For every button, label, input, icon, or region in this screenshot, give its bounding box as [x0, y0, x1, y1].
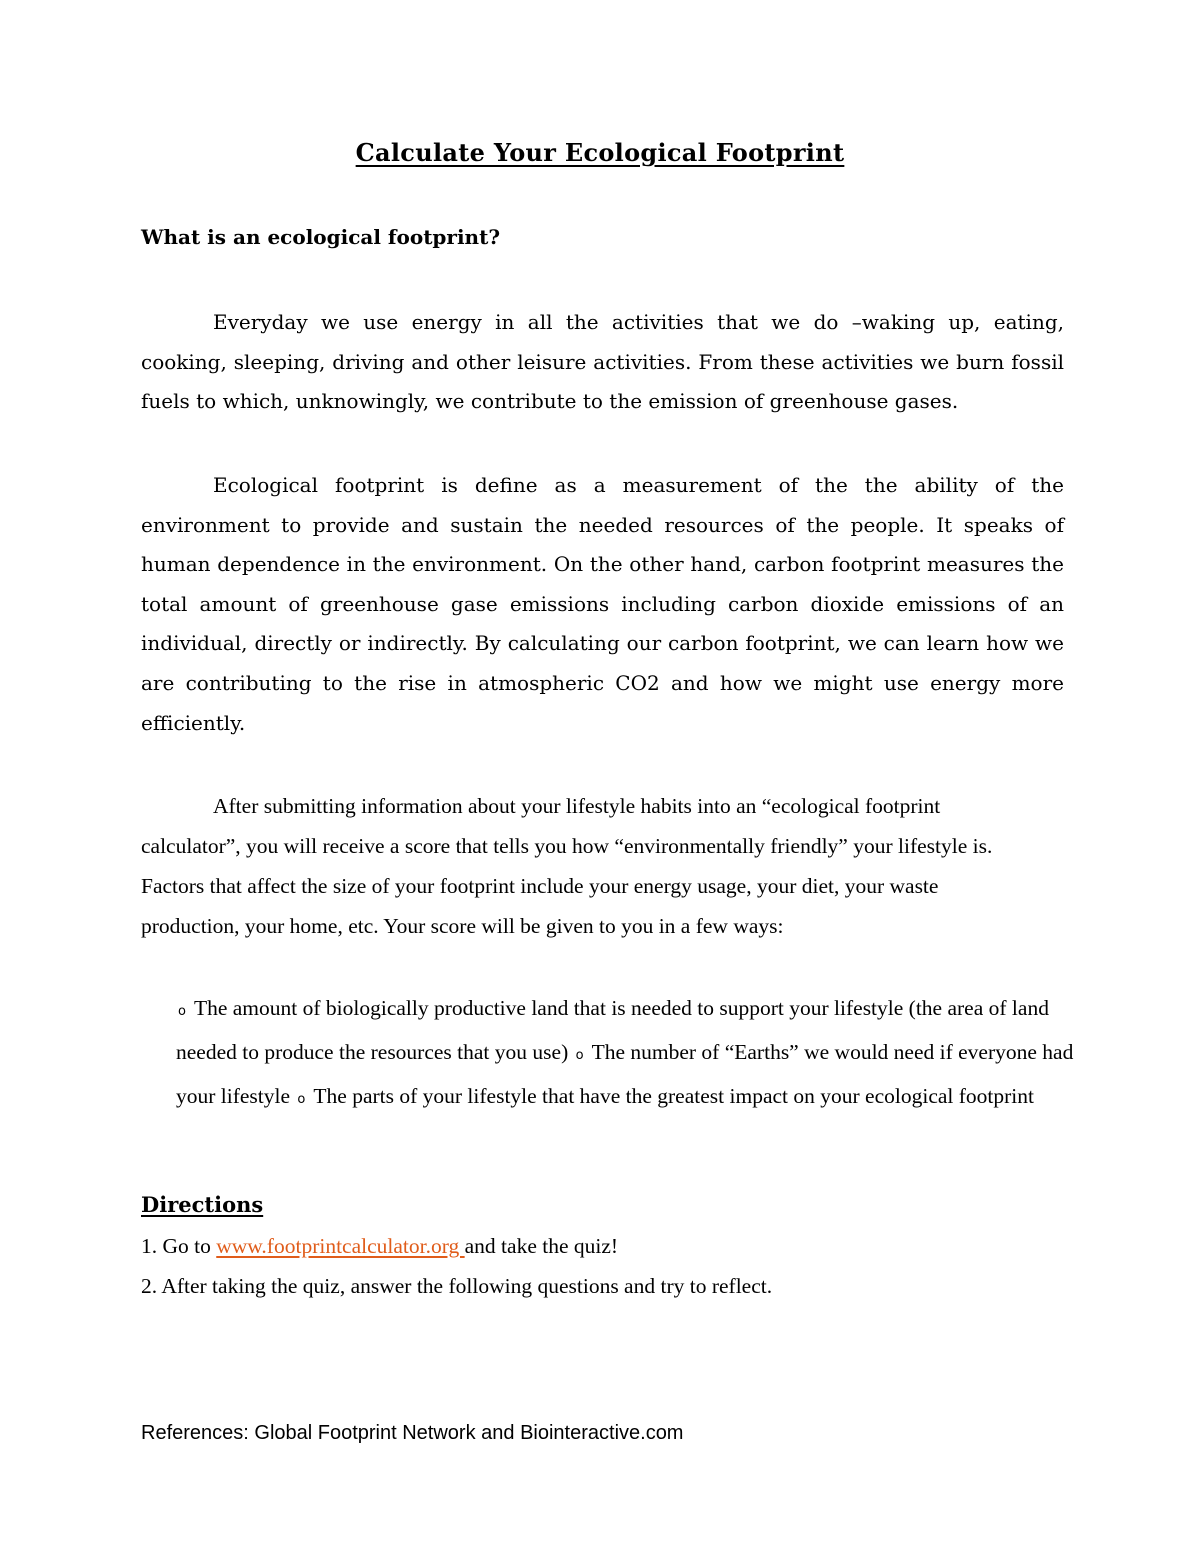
paragraph-definition: Ecological footprint is define as a measurement of the the ability of the environment to provide and sustain the needed resources of the people. It speaks of human dependence in the environment. On the other hand, carbon footprint measures the total amount of greenhouse gase emissions including carbon dioxide emissions of an individual, directly or indirectly. By calculating our carbon footprint, we can learn how we are contributing to the rise in atmospheric CO2 and how we might use energy more efficiently.: [141, 473, 1064, 735]
direction-step-2: 2. After taking the quiz, answer the following questions and try to reflect.: [141, 1274, 773, 1298]
step-1-prefix: 1. Go to: [141, 1234, 217, 1258]
bullet-icon: o: [297, 1092, 306, 1107]
list-item: The parts of your lifestyle that have the greatest impact on your ecological footprint: [313, 1084, 1034, 1108]
directions-heading: Directions: [141, 1192, 264, 1217]
direction-step-1: [141, 1234, 618, 1259]
paragraph-energy-use: Everyday we use energy in all the activities that we do –waking up, eating, cooking, sleeping, driving and other leisure activities. From these activities we burn fossil fuels to which, unknowingly, we contribute to the emission of greenhouse gases.: [141, 310, 1064, 414]
bullet-icon: o: [575, 1048, 584, 1063]
score-ways-list: [176, 988, 1076, 1120]
references-footer: References: Global Footprint Network and Biointeractive.com: [141, 1422, 684, 1444]
section-question-heading: What is an ecological footprint?: [141, 225, 501, 249]
step-1-suffix: and take the quiz!: [464, 1234, 619, 1258]
paragraph-calculator: After submitting information about your lifestyle habits into an “ecological footprint calculator”, you will receive a score that tells you how “environmentally friendly” your lifestyle is. Factors that affect the size of your footprint include your energy usage, your diet, your waste production, your home, etc. Your score will be given to you in a few ways:: [141, 794, 993, 938]
list-item: The amount of biologically productive land that is needed to support your lifestyle (the area of land needed to produce the resources that you use): [176, 996, 1049, 1064]
list-item: The number of “Earths” we would need if everyone had your lifestyle: [176, 1040, 1074, 1108]
bullet-icon: o: [178, 1004, 186, 1019]
document-title: Calculate Your Ecological Footprint: [355, 138, 845, 167]
footprint-calculator-link[interactable]: www.footprintcalculator.org: [216, 1234, 465, 1258]
